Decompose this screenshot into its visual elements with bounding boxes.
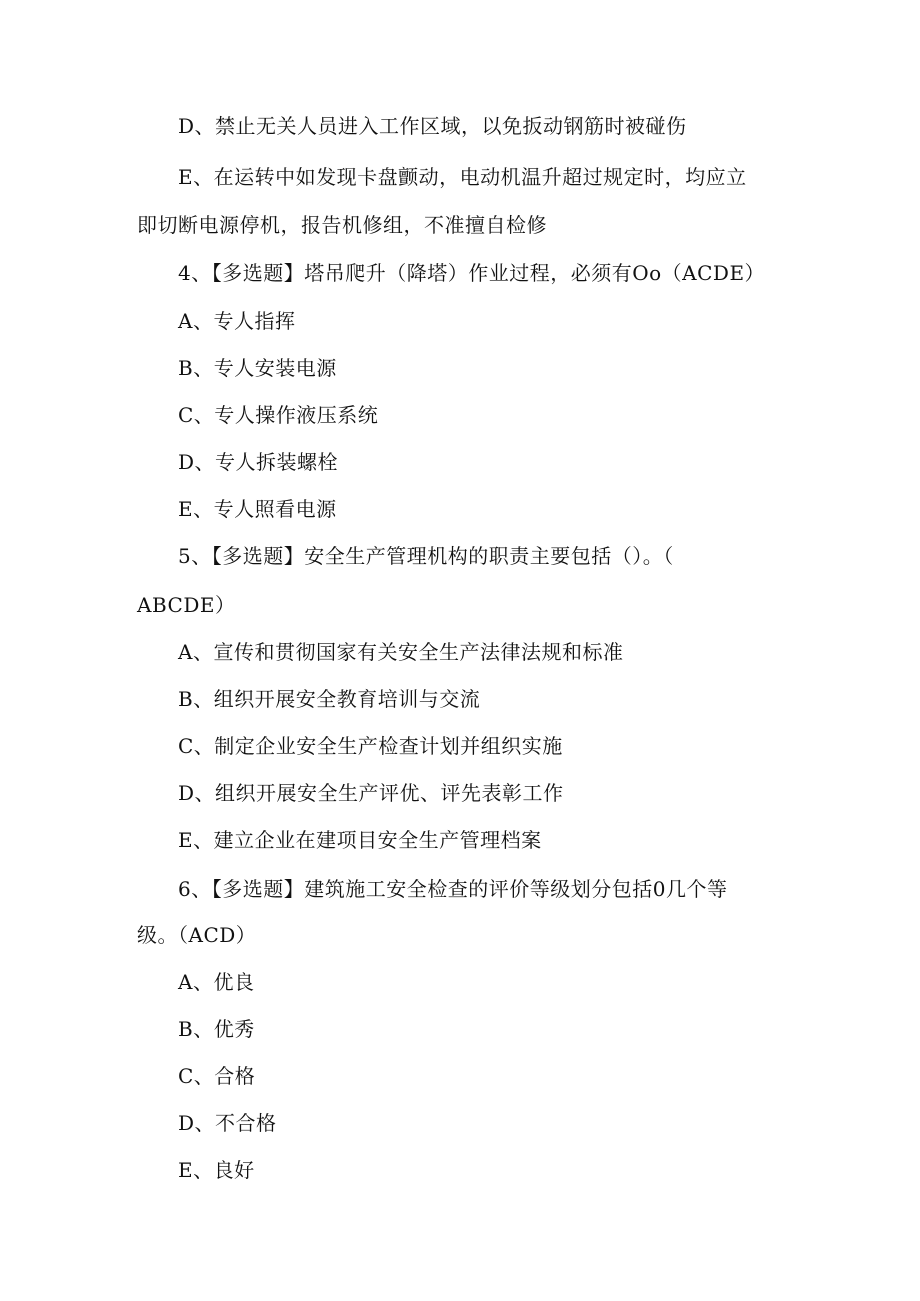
question-line: 4、【多选题】塔吊爬升（降塔）作业过程，必须有Oo（ACDE） xyxy=(178,261,766,285)
option-line: B、组织开展安全教育培训与交流 xyxy=(178,687,481,711)
option-line: E、在运转中如发现卡盘颤动，电动机温升超过规定时，均应立 xyxy=(178,165,747,189)
option-line: A、宣传和贯彻国家有关安全生产法律法规和标准 xyxy=(178,640,624,664)
option-line: D、禁止无关人员进入工作区域，以免扳动钢筋时被碰伤 xyxy=(178,114,687,138)
question-line: 6、【多选题】建筑施工安全检查的评价等级划分包括0几个等 xyxy=(178,877,728,901)
question-line: 5、【多选题】安全生产管理机构的职责主要包括（）。（ xyxy=(178,544,674,568)
option-line: E、建立企业在建项目安全生产管理档案 xyxy=(178,828,542,852)
option-line: B、优秀 xyxy=(178,1017,255,1041)
option-line: B、专人安装电源 xyxy=(178,356,337,380)
question-continuation: 级。（ACD） xyxy=(137,923,257,947)
option-line: A、专人指挥 xyxy=(178,309,296,333)
option-continuation: 即切断电源停机，报告机修组，不准擅自检修 xyxy=(137,213,547,237)
option-line: D、专人拆装螺栓 xyxy=(178,450,339,474)
option-line: E、良好 xyxy=(178,1158,255,1182)
option-line: D、不合格 xyxy=(178,1111,277,1135)
option-line: A、优良 xyxy=(178,970,255,994)
question-continuation: ABCDE） xyxy=(137,593,236,617)
option-line: E、专人照看电源 xyxy=(178,497,337,521)
option-line: D、组织开展安全生产评优、评先表彰工作 xyxy=(178,781,564,805)
option-line: C、合格 xyxy=(178,1064,256,1088)
option-line: C、制定企业安全生产检查计划并组织实施 xyxy=(178,734,563,758)
option-line: C、专人操作液压系统 xyxy=(178,403,379,427)
